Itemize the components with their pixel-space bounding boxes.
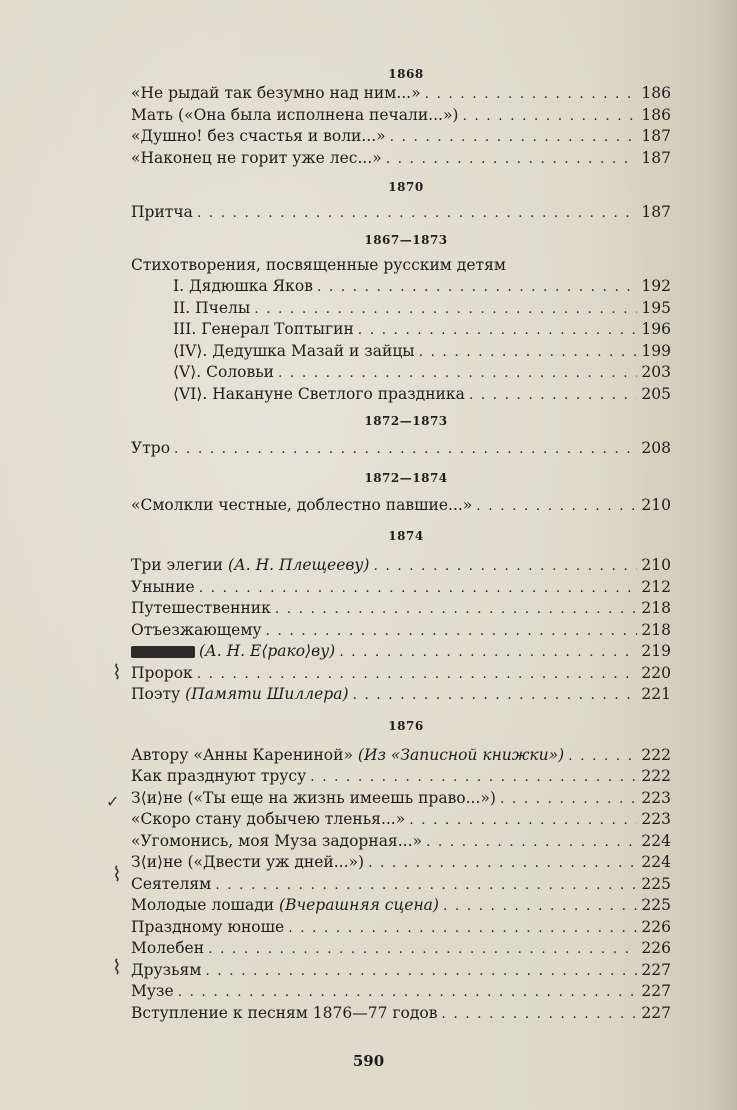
entry-page: 187: [641, 127, 671, 145]
entry-page: 203: [641, 363, 671, 381]
entry-page: 208: [641, 439, 671, 457]
toc-entry: [131, 276, 671, 298]
dot-leader: [310, 767, 637, 789]
entry-title: II. Пчелы: [173, 298, 251, 317]
entry-title: III. Генерал Топтыгин: [173, 320, 354, 338]
entry-title: Сеятелям: [131, 874, 212, 893]
dot-leader: [386, 149, 637, 171]
entry-title-text: Молодые лошади: [131, 896, 275, 914]
dot-leader: [469, 385, 637, 407]
entry-page: 220: [641, 663, 671, 682]
dot-leader: [419, 342, 637, 364]
dot-leader: [208, 939, 637, 961]
toc-entry: [131, 341, 671, 363]
dot-leader: [476, 496, 637, 518]
entry-page: 226: [641, 939, 671, 957]
section-year: 1867—1873: [364, 232, 448, 247]
toc-entry: [131, 598, 671, 620]
entry-title: З⟨и⟩не («Ты еще на жизнь имеешь право...»): [131, 788, 496, 807]
toc-entry: [131, 555, 671, 577]
dot-leader: [266, 621, 637, 643]
dot-leader: [443, 896, 637, 918]
toc-entry: [131, 788, 671, 810]
margin-pencil-mark: ⌇: [112, 660, 122, 684]
entry-title: Мать («Она была исполнена печали...»): [131, 105, 459, 124]
toc-entry: [131, 766, 671, 788]
toc-entry: [131, 831, 671, 853]
entry-title: Друзьям: [131, 960, 202, 979]
toc-entry: [131, 105, 671, 127]
section-year: 1876: [388, 718, 424, 733]
section-year: 1872—1874: [364, 470, 448, 485]
dot-leader: [426, 832, 637, 854]
dot-leader: [409, 810, 637, 832]
entry-page: 225: [641, 874, 671, 893]
entry-title: Уныние: [131, 577, 195, 596]
toc-entry: [131, 202, 671, 224]
dot-leader: [500, 789, 637, 811]
entry-page: 196: [641, 320, 671, 338]
toc-entry: [131, 1003, 671, 1025]
toc-entry: [131, 641, 671, 663]
entry-page: 218: [641, 620, 671, 639]
entry-page: 218: [641, 599, 671, 617]
toc-entry: [131, 620, 671, 642]
dot-leader: [288, 918, 637, 940]
entry-page: 212: [641, 577, 671, 596]
toc-entry: [131, 960, 671, 982]
dot-leader: [353, 685, 638, 707]
entry-page: 219: [641, 642, 671, 660]
entry-title: Пророк: [131, 663, 193, 682]
dot-leader: [199, 578, 637, 600]
entry-title: З⟨и⟩не («Двести уж дней...»): [131, 853, 365, 871]
toc-entry: [131, 745, 671, 767]
entry-page: 225: [641, 896, 671, 914]
dot-leader: [254, 299, 637, 321]
entry-title: «Скоро стану добычею тленья...»: [131, 810, 406, 828]
dot-leader: [317, 277, 637, 299]
entry-title: Вступление к песням 1876—77 годов: [131, 1003, 438, 1022]
entry-page: 187: [641, 148, 671, 167]
margin-pencil-mark: ⌇: [112, 955, 122, 979]
entry-title: «Смолкли честные, доблестно павшие...»: [131, 495, 473, 514]
entry-page: 227: [641, 960, 671, 979]
entry-title: Молебен: [131, 939, 205, 957]
entry-title: «Не рыдай так безумно над ним...»: [131, 84, 421, 102]
entry-page: 192: [641, 277, 671, 295]
entry-subtitle: (А. Н. Е⟨рако⟩ву): [199, 642, 336, 660]
entry-page: 222: [641, 745, 671, 764]
entry-page: 221: [641, 685, 671, 703]
entry-title: [131, 641, 335, 663]
dot-leader: [441, 1004, 637, 1026]
toc-entry: [131, 809, 671, 831]
section-year: 1868: [388, 67, 424, 81]
dot-leader: [174, 439, 637, 461]
toc-entry: [131, 362, 671, 384]
heading-text: Стихотворения, посвященные русским детям: [131, 255, 506, 274]
toc-entry: [131, 495, 671, 517]
entry-page: 223: [641, 810, 671, 828]
toc-entry: [131, 663, 671, 685]
toc-entry: [131, 981, 671, 1003]
section-year: 1872—1873: [364, 414, 448, 428]
entry-page: 222: [641, 767, 671, 785]
toc-entry: [131, 384, 671, 406]
entry-page: 224: [641, 853, 671, 871]
entry-page: 195: [641, 298, 671, 317]
entry-page: 186: [641, 105, 671, 124]
dot-leader: [205, 961, 637, 983]
dot-leader: [358, 320, 637, 342]
entry-title: [131, 555, 369, 577]
entry-page: 226: [641, 917, 671, 936]
entry-title: [131, 895, 439, 917]
entry-title: I. Дядюшка Яков: [173, 277, 313, 295]
entry-title: «Душно! без счастья и воли...»: [131, 127, 386, 145]
toc-entry: [131, 298, 671, 320]
entry-page: 187: [641, 203, 671, 221]
section-heading: [131, 255, 671, 277]
toc-entry: [131, 917, 671, 939]
entry-page: 205: [641, 384, 671, 403]
entry-title: Путешественник: [131, 599, 271, 617]
entry-title: Утро: [131, 439, 171, 457]
dot-leader: [178, 982, 637, 1004]
dot-leader: [275, 599, 637, 621]
margin-check-mark: ✓: [106, 792, 120, 811]
dot-leader: [373, 556, 637, 578]
entry-title: Музе: [131, 982, 174, 1000]
toc-entry: [131, 938, 671, 960]
entry-title-text: Три элегии: [131, 556, 224, 574]
dot-leader: [278, 363, 637, 385]
page-number: 590: [352, 1052, 385, 1070]
toc-entry: [131, 895, 671, 917]
dot-leader: [390, 127, 637, 149]
toc-entry: [131, 126, 671, 148]
entry-title: [131, 684, 349, 706]
dot-leader: [462, 106, 637, 128]
dot-leader: [368, 853, 637, 875]
section-year: 1874: [388, 529, 424, 543]
toc-entry: [131, 83, 671, 105]
entry-page: 224: [641, 831, 671, 850]
section-year: 1870: [388, 180, 424, 194]
table-of-contents: [131, 66, 671, 1024]
dot-leader: [568, 746, 637, 768]
entry-title: Притча: [131, 203, 193, 221]
entry-title: [131, 745, 564, 767]
entry-title: «Угомонись, моя Муза задорная...»: [131, 831, 422, 850]
entry-subtitle: (А. Н. Плещееву): [227, 556, 370, 574]
entry-title: Отъезжающему: [131, 620, 262, 639]
dot-leader: [215, 875, 637, 897]
entry-title: «Наконец не горит уже лес...»: [131, 148, 382, 167]
entry-subtitle: (Вчерашняя сцена): [279, 896, 439, 914]
entry-title: Как празднуют трусу: [131, 767, 307, 785]
toc-entry: [131, 319, 671, 341]
toc-entry: [131, 148, 671, 170]
dot-leader: [197, 664, 637, 686]
entry-title: Праздному юноше: [131, 917, 285, 936]
entry-page: 210: [641, 495, 671, 514]
entry-title-text: Автору «Анны Карениной»: [131, 745, 353, 764]
entry-title-text: Поэту: [131, 685, 181, 703]
entry-page: 210: [641, 556, 671, 574]
entry-title: ⟨IV⟩. Дедушка Мазай и зайцы: [173, 341, 415, 360]
toc-entry: [131, 874, 671, 896]
dot-leader: [425, 84, 637, 106]
entry-page: 227: [641, 1003, 671, 1022]
toc-entry: [131, 684, 671, 706]
toc-entry: [131, 577, 671, 599]
entry-page: 223: [641, 788, 671, 807]
toc-entry: [131, 438, 671, 460]
struck-out-title-blot: [131, 646, 195, 658]
margin-pencil-mark: ⌇: [112, 862, 122, 886]
entry-title: ⟨VI⟩. Накануне Светлого праздника: [173, 384, 465, 403]
entry-subtitle: (Из «Записной книжки»): [357, 745, 565, 764]
entry-subtitle: (Памяти Шиллера): [185, 685, 349, 703]
toc-entry: [131, 852, 671, 874]
entry-page: 186: [641, 84, 671, 102]
entry-page: 227: [641, 982, 671, 1000]
entry-title: ⟨V⟩. Соловьи: [173, 363, 275, 381]
dot-leader: [197, 203, 637, 225]
entry-page: 199: [641, 341, 671, 360]
dot-leader: [339, 642, 637, 664]
